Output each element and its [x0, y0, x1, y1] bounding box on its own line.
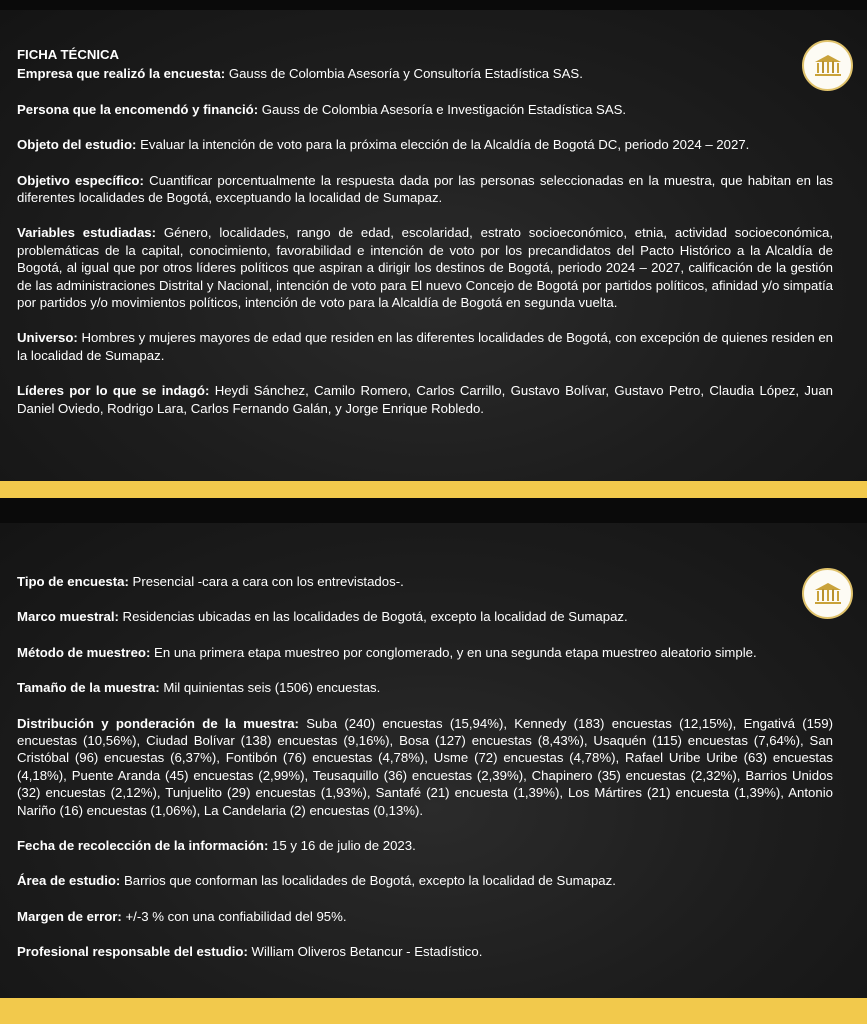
- field-value: Suba (240) encuestas (15,94%), Kennedy (183) encuestas (12,15%), Engativá (159) encuestas (10,56%), Ciudad Bolívar (138) encuestas (9,16%), Bosa (127) encuestas (8,43%), Usaquén (115) encuestas (7,64%), San Cristóbal (96) encuestas (6,37%), Fontibón (76) encuestas (4,78%), Usme (72) encuestas (4,78%), Rafael Uribe Uribe (63) encuestas (4,18%), Puente Aranda (45) encuestas (2,99%), Teusaquillo (36) encuestas (2,39%), Chapinero (35) encuestas (2,32%), Barrios Unidos (32) encuestas (2,12%), Tunjuelito (29) encuestas (1,93%), Santafé (21) encuesta (1,39%), Los Mártires (21) encuesta (1,39%), Antonio Nariño (16) encuestas (1,06%), La Candelaria (2) encuestas (0,13%).: [17, 715, 833, 818]
- field-area: [17, 872, 833, 889]
- field-label: Margen de error:: [17, 908, 122, 924]
- field-value: Cuantificar porcentualmente la respuesta dada por las personas seleccionadas en la muestra, que habitan en las diferentes localidades de Bogotá, exceptuando la localidad de Sumapaz.: [17, 172, 833, 206]
- field-label: Distribución y ponderación de la muestra:: [17, 715, 299, 731]
- field-label: Persona que la encomendó y financió:: [17, 101, 259, 117]
- field-metodo: [17, 644, 833, 661]
- field-value: Gauss de Colombia Asesoría y Consultoría Estadística SAS.: [228, 66, 583, 82]
- field-value: 15 y 16 de julio de 2023.: [272, 838, 416, 854]
- field-label: Objetivo específico:: [17, 172, 144, 188]
- field-label: Universo:: [17, 330, 78, 346]
- accent-band: [0, 481, 867, 498]
- accent-band: [0, 998, 867, 1024]
- slide-2-content: [17, 573, 833, 979]
- field-marco: [17, 608, 833, 625]
- field-margen: [17, 908, 833, 925]
- field-label: Empresa que realizó la encuesta:: [17, 66, 226, 82]
- field-lideres: [17, 382, 833, 417]
- field-value: Hombres y mujeres mayores de edad que residen en las diferentes localidades de Bogotá, con excepción de quienes residen en la localidad de Sumapaz.: [17, 330, 833, 363]
- slide-gap: [0, 498, 867, 523]
- field-fecha: [17, 837, 833, 854]
- field-value: Presencial -cara a cara con los entrevistados-.: [132, 574, 404, 589]
- field-distribucion: [17, 715, 833, 819]
- field-value: Gauss de Colombia Asesoría e Investigación Estadística SAS.: [261, 101, 627, 117]
- field-label: Tipo de encuesta:: [17, 574, 129, 589]
- field-label: Marco muestral:: [17, 609, 119, 625]
- field-value: Mil quinientas seis (1506) encuestas.: [163, 680, 381, 696]
- field-value: Heydi Sánchez, Camilo Romero, Carlos Carrillo, Gustavo Bolívar, Gustavo Petro, Claudia López, Juan Daniel Oviedo, Rodrigo Lara, Carlos Fernando Galán, y Jorge Enrique Robledo.: [17, 383, 834, 416]
- field-label: Profesional responsable del estudio:: [17, 944, 248, 960]
- field-tamano: [17, 679, 833, 696]
- field-value: Barrios que conforman las localidades de Bogotá, excepto la localidad de Sumapaz.: [124, 873, 616, 889]
- field-label: Fecha de recolección de la información:: [17, 838, 269, 854]
- field-objetivo: [17, 172, 833, 207]
- field-label: Variables estudiadas:: [17, 225, 157, 241]
- field-value: +/-3 % con una confiabilidad del 95%.: [125, 908, 347, 924]
- field-value: Género, localidades, rango de edad, escolaridad, estrato socioeconómico, etnia, actividad socioeconómica, problemáticas de la capital, conocimiento, favorabilidad e intención de voto por los precandidatos del Pacto Histórico a la Alcaldía de Bogotá, al igual que por otros líderes políticos que aspiran a dirigir los destinos de Bogotá, periodo 2024 – 2027, calificación de la gestión de las administraciones Distrital y Nacional, intención de voto para El nuevo Concejo de Bogotá por partidos políticos, afinidad y/o simpatía por partidos y/o movimientos políticos, intención de voto para la Alcaldía de Bogotá en segunda vuelta.: [17, 225, 833, 311]
- field-label: Tamaño de la muestra:: [17, 680, 160, 696]
- technical-sheet-slide-1: [0, 10, 867, 481]
- field-label: Objeto del estudio:: [17, 137, 137, 153]
- field-label: Área de estudio:: [17, 873, 121, 889]
- technical-sheet-slide-2: [0, 523, 867, 998]
- field-objeto: [17, 136, 833, 153]
- field-empresa: [17, 65, 833, 82]
- field-value: En una primera etapa muestreo por conglomerado, y en una segunda etapa muestreo aleatorio simple.: [154, 644, 757, 660]
- field-label: Líderes por lo que se indagó:: [17, 383, 210, 399]
- field-label: Método de muestreo:: [17, 644, 151, 660]
- page-title: FICHA TÉCNICA: [17, 47, 120, 62]
- slide-1-content: [17, 46, 833, 435]
- field-variables: [17, 224, 833, 311]
- field-value: Residencias ubicadas en las localidades de Bogotá, excepto la localidad de Sumapaz.: [122, 609, 628, 625]
- field-universo: [17, 329, 833, 364]
- field-persona: [17, 101, 833, 118]
- field-value: Evaluar la intención de voto para la próxima elección de la Alcaldía de Bogotá DC, periodo 2024 – 2027.: [140, 137, 750, 153]
- field-value: William Oliveros Betancur - Estadístico.: [251, 944, 483, 960]
- field-profesional: [17, 943, 833, 960]
- field-tipo: [17, 573, 833, 590]
- top-gap: [0, 0, 867, 10]
